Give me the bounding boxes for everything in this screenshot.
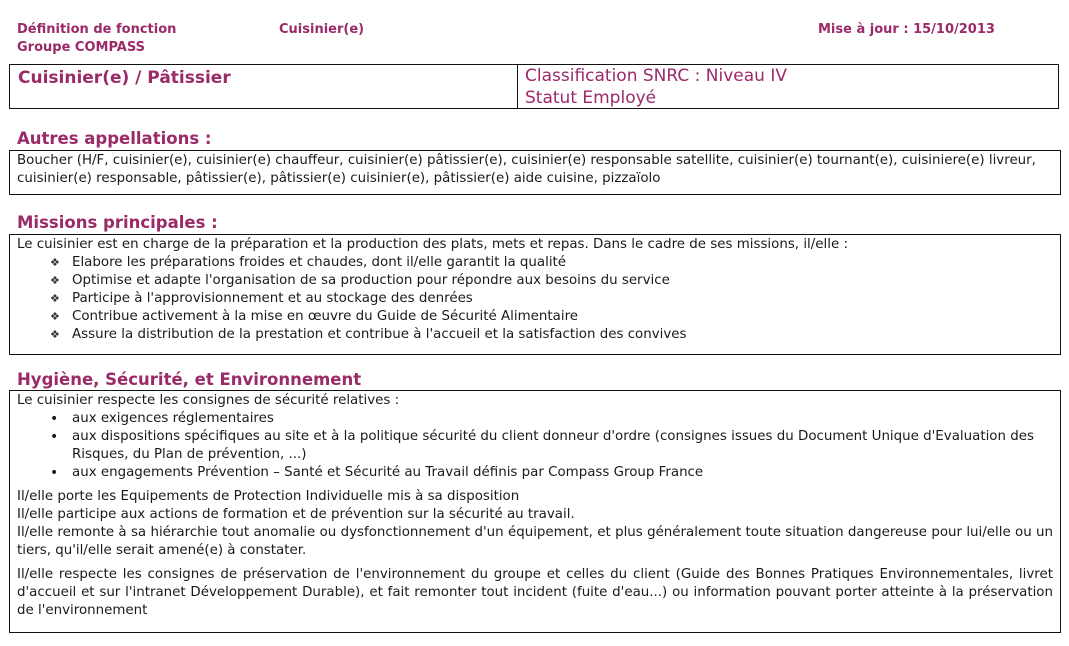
diamond-bullet-icon: ❖ bbox=[50, 328, 60, 341]
missions-list bbox=[17, 254, 1053, 344]
status-text: Statut Employé bbox=[525, 88, 657, 108]
dot-bullet-icon: • bbox=[50, 429, 59, 445]
doc-type-label: Définition de fonction bbox=[17, 22, 177, 37]
job-title: Cuisinier(e) / Pâtissier bbox=[10, 65, 518, 108]
hse-intro: Le cuisinier respecte les consignes de sécurité relatives : bbox=[17, 393, 400, 408]
diamond-bullet-icon: ❖ bbox=[50, 274, 60, 287]
section-heading-autres-appellations: Autres appellations : bbox=[17, 129, 212, 148]
diamond-bullet-icon: ❖ bbox=[50, 256, 60, 269]
hse-para-epi: Il/elle porte les Equipements de Protection Individuelle mis à sa disposition bbox=[17, 489, 520, 504]
title-box bbox=[9, 64, 1059, 109]
hse-box bbox=[9, 390, 1061, 633]
list-item: ❖ Assure la distribution de la prestation et contribue à l'accueil et la satisfaction des convives bbox=[50, 327, 687, 342]
autres-appellations-box bbox=[9, 150, 1061, 195]
classification-text: Classification SNRC : Niveau IV bbox=[525, 66, 787, 86]
hse-para-environnement: Il/elle respecte les consignes de préservation de l'environnement du groupe et celles du client (Guide des Bonnes Pratiques Environnementales, livret d'accueil et sur l'intranet Développement Durable), et fait remonter tout incident (fuite d'eau...) ou information pouvant porter atteinte à la préservation de l'environnement bbox=[17, 567, 1053, 618]
missions-box bbox=[9, 234, 1061, 355]
hse-para-anomalie: Il/elle remonte à sa hiérarchie tout anomalie ou dysfonctionnement d'un équipement, et plus généralement toute situation dangereuse pour lui/elle ou un tiers, qu'il/elle serait amené(e) à constater. bbox=[17, 525, 1053, 558]
missions-intro: Le cuisinier est en charge de la préparation et la production des plats, mets et repas. Dans le cadre de ses missions, il/elle : bbox=[17, 237, 848, 252]
section-heading-hse: Hygiène, Sécurité, et Environnement bbox=[17, 370, 362, 389]
hse-para-formation: Il/elle participe aux actions de formation et de prévention sur la sécurité au travail. bbox=[17, 507, 575, 522]
dot-bullet-icon: • bbox=[50, 465, 59, 481]
list-item: ❖ Elabore les préparations froides et chaudes, dont il/elle garantit la qualité bbox=[50, 255, 567, 270]
list-item: • aux exigences réglementaires bbox=[50, 411, 274, 427]
hse-list bbox=[17, 410, 1053, 482]
diamond-bullet-icon: ❖ bbox=[50, 310, 60, 323]
company-label: Groupe COMPASS bbox=[17, 40, 145, 55]
list-item: • aux engagements Prévention – Santé et Sécurité au Travail définis par Compass Group France bbox=[50, 465, 704, 481]
update-date: Mise à jour : 15/10/2013 bbox=[818, 22, 995, 37]
doc-header-center: Cuisinier(e) bbox=[279, 22, 365, 37]
doc-header-left bbox=[17, 21, 176, 57]
diamond-bullet-icon: ❖ bbox=[50, 292, 60, 305]
list-item: ❖ Contribue activement à la mise en œuvre du Guide de Sécurité Alimentaire bbox=[50, 309, 579, 324]
autres-appellations-text: Boucher (H/F, cuisinier(e), cuisinier(e) chauffeur, cuisinier(e) pâtissier(e), cuisinier(e) responsable satellite, cuisinier(e) tournant(e), cuisiniere(e) livreur, cuisinier(e) responsable, pâtissier(e), pâtissier(e) cuisinier(e), pâtissier(e) aide cuisine, pizzaïolo bbox=[17, 153, 1036, 186]
classification-cell bbox=[518, 65, 1058, 108]
dot-bullet-icon: • bbox=[50, 411, 59, 427]
list-item: ❖ Optimise et adapte l'organisation de sa production pour répondre aux besoins du service bbox=[50, 273, 670, 288]
list-item: ❖ Participe à l'approvisionnement et au stockage des denrées bbox=[50, 291, 473, 306]
list-item: • aux dispositions spécifiques au site et à la politique sécurité du client donneur d'ordre (consignes issues du Document Unique d'Evaluation des Risques, du Plan de prévention, ...) bbox=[50, 429, 1034, 462]
section-heading-missions: Missions principales : bbox=[17, 213, 218, 232]
